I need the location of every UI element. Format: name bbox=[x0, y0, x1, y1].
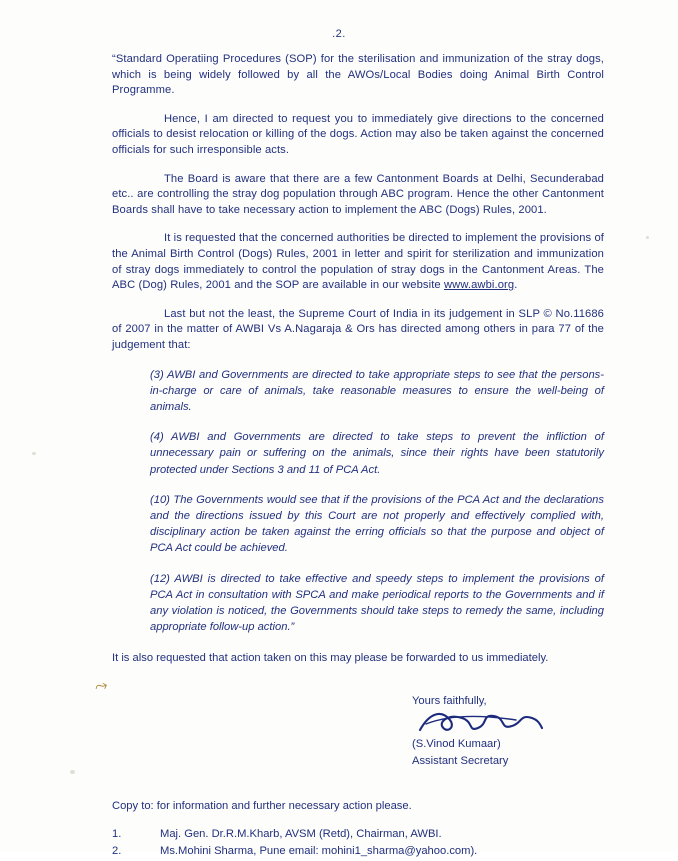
paragraph-5: Last but not the least, the Supreme Court of India in its judgement in SLP © No.11686 of 2007 in the matter of AWBI Vs A.Nagaraja & Ors has directed among others in para 77 of the judgement that: bbox=[112, 307, 604, 351]
quote-item-10: (10) The Governments would see that if the provisions of the PCA Act and the declarations and the directions issued by this Court are not properly and effectively complied with, disciplinary action be taken against the erring officials so that the purpose and object of PCA Act could be achieved. bbox=[150, 493, 604, 555]
quote-item-4: (4) AWBI and Governments are directed to take steps to prevent the infliction of unnecessary pain or suffering on the animals, since their rights have been statutorily protected under Sections 3 and 11 of PCA Act. bbox=[150, 431, 604, 476]
copy-to-heading: Copy to: for information and further necessary action please. bbox=[112, 799, 412, 812]
document-body bbox=[112, 52, 604, 861]
copy-to-list bbox=[112, 826, 604, 861]
paragraph-4-text-before: It is requested that the concerned authorities be directed to implement the provisions of the Animal Birth Control (Dogs) Rules, 2001 in letter and spirit for sterilization and immunization of stray dogs immediately to control the population of stray dogs in the Cantonment Areas. The ABC (Dog) Rules, 2001 and the SOP are available in our website bbox=[112, 232, 604, 292]
list-item-text: Maj. Gen. Dr.R.M.Kharb, AVSM (Retd), Chairman, AWBI. bbox=[160, 827, 442, 840]
list-item bbox=[112, 826, 604, 844]
quote-item-3: (3) AWBI and Governments are directed to take appropriate steps to see that the persons-in-charge or care of animals, take reasonable measures to ensure the well-being of animals. bbox=[150, 368, 604, 413]
paragraph-1: “Standard Operatiing Procedures (SOP) for the sterilisation and immunization of the stray dogs, which is being widely followed by all the AWOs/Local Bodies doing Animal Birth Control Programme. bbox=[112, 53, 604, 97]
paragraph-4 bbox=[112, 231, 604, 293]
closing-line: It is also requested that action taken on this may please be forwarded to us immediately. bbox=[112, 652, 549, 665]
awbi-website-link[interactable]: www.awbi.org bbox=[443, 279, 515, 292]
quote-item-12: (12) AWBI is directed to take effective and speedy steps to implement the provisions of PCA Act in consultation with SPCA and make periodical reports to the Governments and if any violation is noticed, the Governments should take steps to remedy the same, including appropriate follow-up action.” bbox=[150, 572, 604, 634]
paragraph-4-text-after: . bbox=[514, 279, 518, 292]
paper-speck bbox=[32, 452, 36, 455]
list-item-number: 2. bbox=[112, 845, 122, 858]
valediction: Yours faithfully, bbox=[412, 694, 487, 707]
signatory-designation: Assistant Secretary bbox=[412, 754, 509, 767]
margin-pen-mark: ⤳ bbox=[92, 676, 110, 697]
signature-block bbox=[112, 693, 604, 770]
paragraph-3: The Board is aware that there are a few Cantonment Boards at Delhi, Secunderabad etc.. are controlling the stray dog population through ABC program. Hence the other Cantonment Boards shall have to take necessary action to implement the ABC (Dogs) Rules, 2001. bbox=[112, 172, 604, 216]
paper-speck bbox=[646, 236, 649, 239]
list-item-text: Ms.Mohini Sharma, Pune email: mohini1_sharma@yahoo.com). bbox=[160, 845, 478, 858]
handwritten-signature bbox=[412, 710, 604, 736]
signatory-name: (S.Vinod Kumaar) bbox=[412, 737, 501, 750]
paper-speck bbox=[70, 770, 75, 774]
paragraph-2: Hence, I am directed to request you to immediately give directions to the concerned officials to desist relocation or killing of the dogs. Action may also be taken against the concerned officials for such irresponsible acts. bbox=[112, 112, 604, 156]
list-item bbox=[112, 843, 604, 861]
page-number: .2. bbox=[332, 28, 346, 40]
list-item-number: 1. bbox=[112, 827, 122, 840]
